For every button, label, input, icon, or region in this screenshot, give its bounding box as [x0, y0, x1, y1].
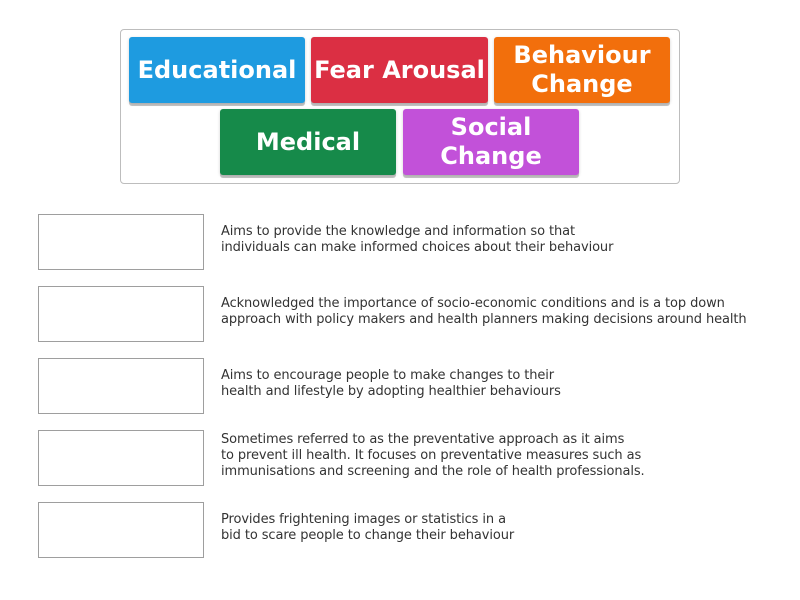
row-description-4: Sometimes referred to as the preventative approach as it aims to prevent ill health. It focuses on preventative measures such as immunisations and screening and the role of health professionals. [221, 432, 645, 479]
tile-medical[interactable]: Medical [220, 109, 396, 175]
drop-slot-1[interactable] [38, 214, 204, 270]
row-description-1: Aims to provide the knowledge and information so that individuals can make informed choices about their behaviour [221, 224, 614, 255]
row-description-2: Acknowledged the importance of socio-economic conditions and is a top down approach with policy makers and health planners making decisions around health [221, 296, 747, 327]
drop-slot-2[interactable] [38, 286, 204, 342]
tile-behaviour-change[interactable]: Behaviour Change [494, 37, 670, 103]
tile-educational[interactable]: Educational [129, 37, 305, 103]
tile-fear-arousal[interactable]: Fear Arousal [311, 37, 488, 103]
row-description-3: Aims to encourage people to make changes to their health and lifestyle by adopting healthier behaviours [221, 368, 561, 399]
row-description-5: Provides frightening images or statistics in a bid to scare people to change their behaviour [221, 512, 515, 543]
tile-social-change[interactable]: Social Change [403, 109, 579, 175]
drop-slot-5[interactable] [38, 502, 204, 558]
drop-slot-3[interactable] [38, 358, 204, 414]
drop-slot-4[interactable] [38, 430, 204, 486]
